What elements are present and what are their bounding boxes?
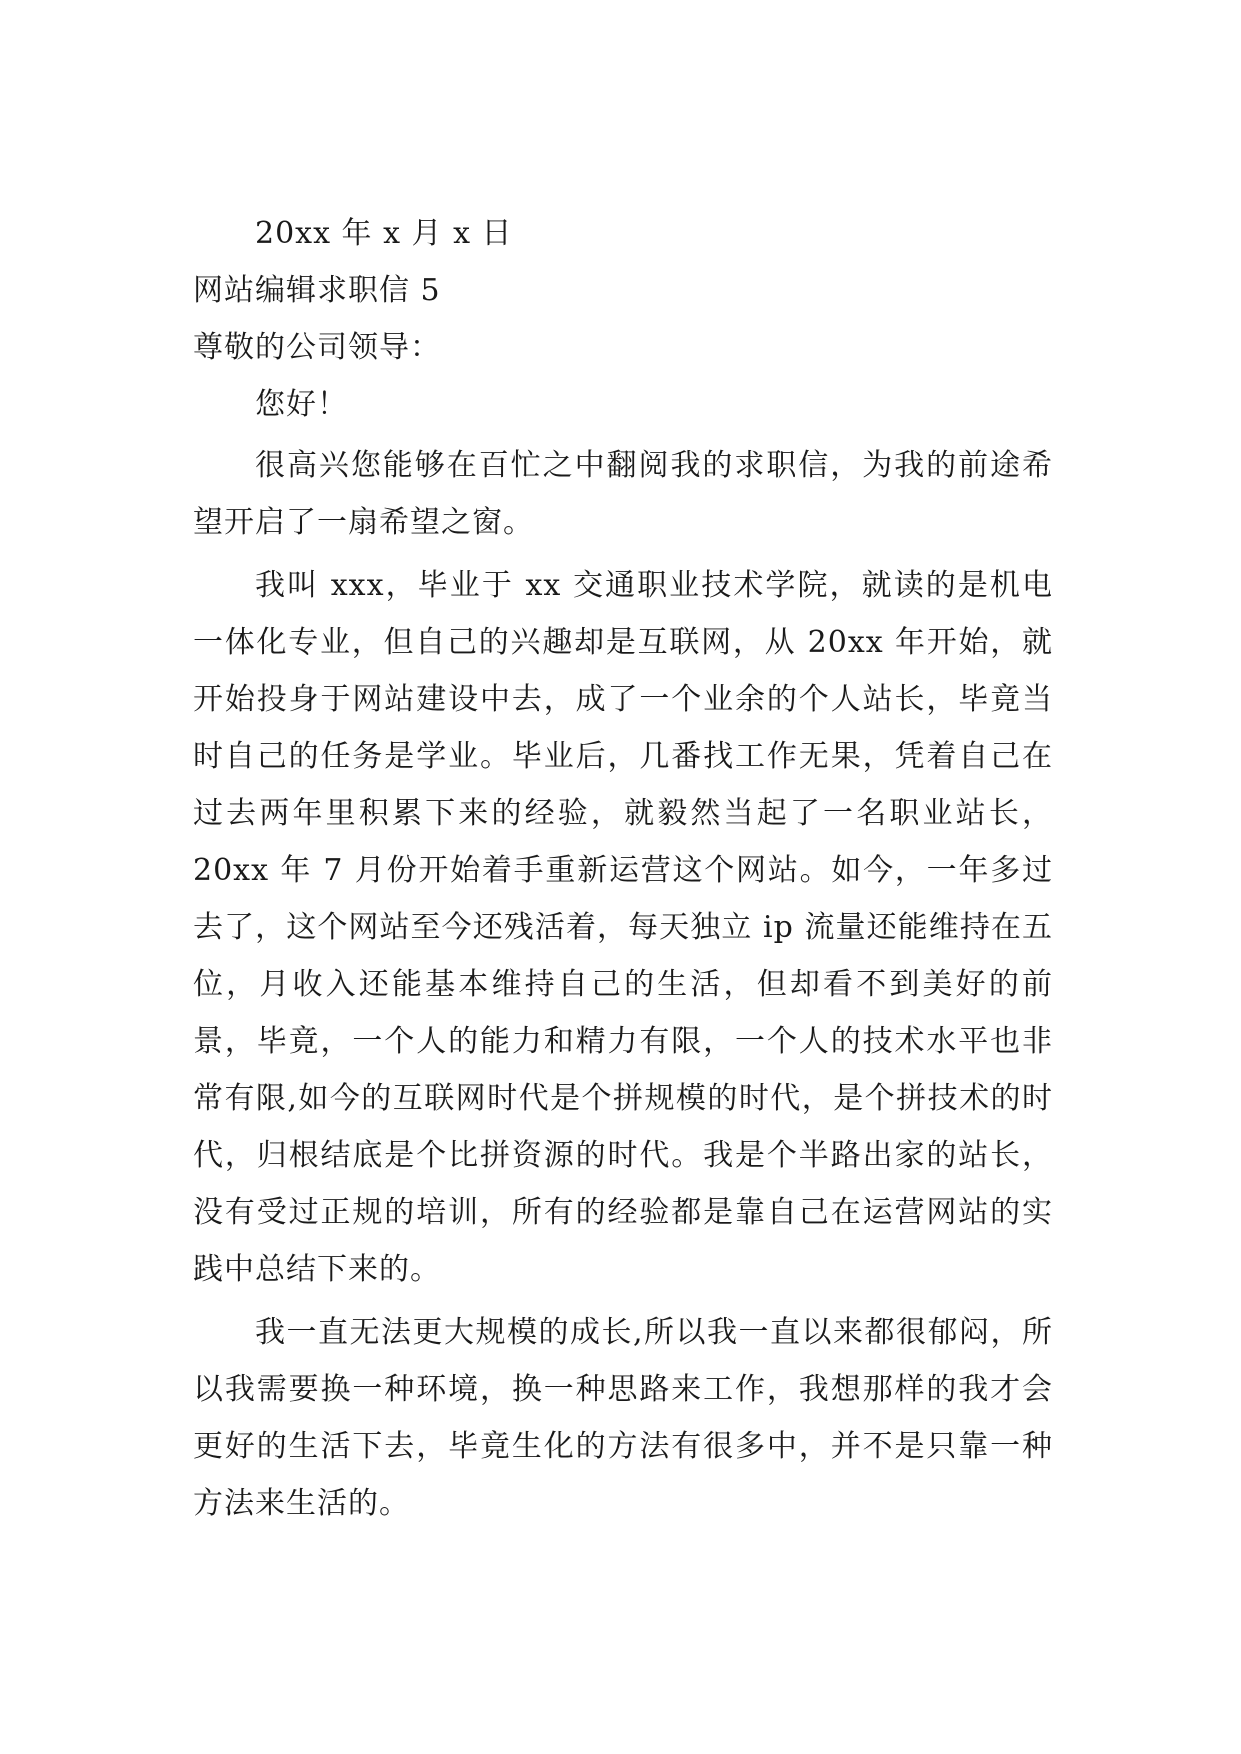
greeting: 您好！ [255, 387, 348, 422]
paragraph-intro: 很高兴您能够在百忙之中翻阅我的求职信，为我的前途希望开启了一扇希望之窗。 [193, 448, 1053, 540]
letter-page [193, 205, 1053, 1534]
date-line: 20xx 年 x 月 x 日 [255, 216, 513, 251]
paragraph-motivation: 我一直无法更大规模的成长,所以我一直以来都很郁闷，所以我需要换一种环境，换一种思路来工作，我想那样的我才会更好的生活下去，毕竟生化的方法有很多中，并不是只靠一种方法来生活的。 [193, 1315, 1053, 1521]
salutation: 尊敬的公司领导： [193, 330, 441, 365]
letter-title: 网站编辑求职信 5 [193, 273, 441, 308]
paragraph-background: 我叫 xxx，毕业于 xx 交通职业技术学院，就读的是机电一体化专业，但自己的兴趣却是互联网，从 20xx 年开始，就开始投身于网站建设中去，成了一个业余的个人站长，毕竟当时自己的任务是学业。毕业后，几番找工作无果，凭着自己在过去两年里积累下来的经验，就毅然当起了一名职业站长，20xx 年 7 月份开始着手重新运营这个网站。如今，一年多过去了，这个网站至今还残活着，每天独立 ip 流量还能维持在五位，月收入还能基本维持自己的生活，但却看不到美好的前景，毕竟，一个人的能力和精力有限，一个人的技术水平也非常有限,如今的互联网时代是个拼规模的时代，是个拼技术的时代，归根结底是个比拼资源的时代。我是个半路出家的站长，没有受过正规的培训，所有的经验都是靠自己在运营网站的实践中总结下来的。 [193, 568, 1053, 1287]
